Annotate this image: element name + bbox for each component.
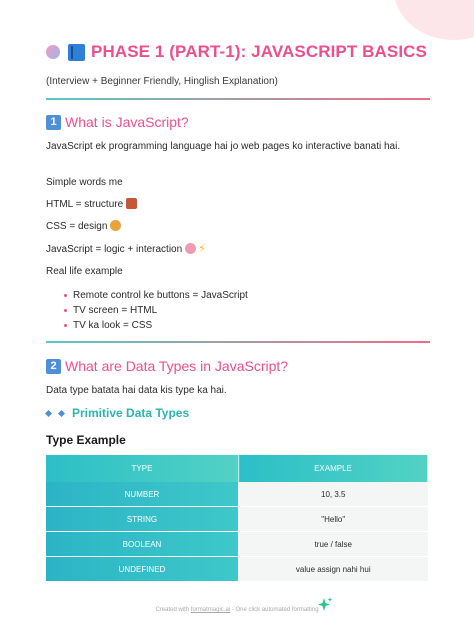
footer xyxy=(0,607,474,613)
table-row xyxy=(46,557,428,582)
real-life-list xyxy=(64,288,248,333)
data-types-table xyxy=(46,455,428,582)
html-line xyxy=(46,198,137,212)
section-1-intro: JavaScript ek programming language hai jo web pages ko interactive banati hai. xyxy=(46,141,401,152)
table-header-row xyxy=(46,455,428,482)
css-line-text: CSS = design xyxy=(46,221,108,232)
table-cell-type: NUMBER xyxy=(46,482,239,507)
js-line-text: JavaScript = logic + interaction xyxy=(46,244,183,255)
table-header-example: EXAMPLE xyxy=(239,455,428,482)
table-cell-type: STRING xyxy=(46,507,239,532)
bullet-icon xyxy=(64,324,67,327)
section-2-title: What are Data Types in JavaScript? xyxy=(65,358,289,374)
sparkle-icon xyxy=(316,596,334,614)
table-cell-example: value assign nahi hui xyxy=(239,557,428,582)
section-1-heading xyxy=(46,114,189,130)
brick-icon xyxy=(126,198,137,209)
bullet-icon xyxy=(64,294,67,297)
footer-prefix: Created with xyxy=(155,607,190,613)
page-title: PHASE 1 (PART-1): JAVASCRIPT BASICS xyxy=(91,42,427,61)
table-row xyxy=(46,507,428,532)
title-row xyxy=(46,42,427,62)
html-line-text: HTML = structure xyxy=(46,199,124,210)
bullet-icon xyxy=(64,309,67,312)
corner-decoration xyxy=(394,0,474,40)
list-item: TV screen = HTML xyxy=(64,303,248,318)
table-row xyxy=(46,532,428,557)
footer-link[interactable]: formatmagic.ai xyxy=(190,607,231,613)
brain-icon xyxy=(185,243,196,254)
number-2-icon: 2 xyxy=(46,359,61,374)
diamond-icon xyxy=(45,409,52,416)
bullet-dot-icon xyxy=(46,45,60,59)
divider-2 xyxy=(46,341,430,343)
table-cell-type: BOOLEAN xyxy=(46,532,239,557)
book-icon xyxy=(68,44,85,61)
lightning-icon: ⚡ xyxy=(198,243,206,255)
table-title: Type Example xyxy=(46,433,126,447)
number-1-icon: 1 xyxy=(46,115,61,130)
palette-icon xyxy=(110,220,121,231)
footer-suffix: - One click automated formatting xyxy=(231,607,319,613)
simple-words-text: Simple words me xyxy=(46,177,123,188)
section-2-heading xyxy=(46,358,288,374)
primitive-types-title: Primitive Data Types xyxy=(72,406,190,420)
table-cell-example: true / false xyxy=(239,532,428,557)
table-row xyxy=(46,482,428,507)
diamond-icon xyxy=(58,409,65,416)
list-item: TV ka look = CSS xyxy=(64,318,248,333)
table-cell-type: UNDEFINED xyxy=(46,557,239,582)
js-line xyxy=(46,242,206,257)
table-header-type: TYPE xyxy=(46,455,239,482)
list-item: Remote control ke buttons = JavaScript xyxy=(64,288,248,303)
section-2-intro: Data type batata hai data kis type ka hai. xyxy=(46,385,227,396)
primitive-types-heading xyxy=(46,406,189,420)
real-life-text: Real life example xyxy=(46,266,123,277)
css-line xyxy=(46,220,121,234)
divider-1 xyxy=(46,98,430,100)
table-cell-example: 10, 3.5 xyxy=(239,482,428,507)
section-1-title: What is JavaScript? xyxy=(65,114,189,130)
table-cell-example: "Hello" xyxy=(239,507,428,532)
page-subtitle: (Interview + Beginner Friendly, Hinglish Explanation) xyxy=(46,76,278,87)
